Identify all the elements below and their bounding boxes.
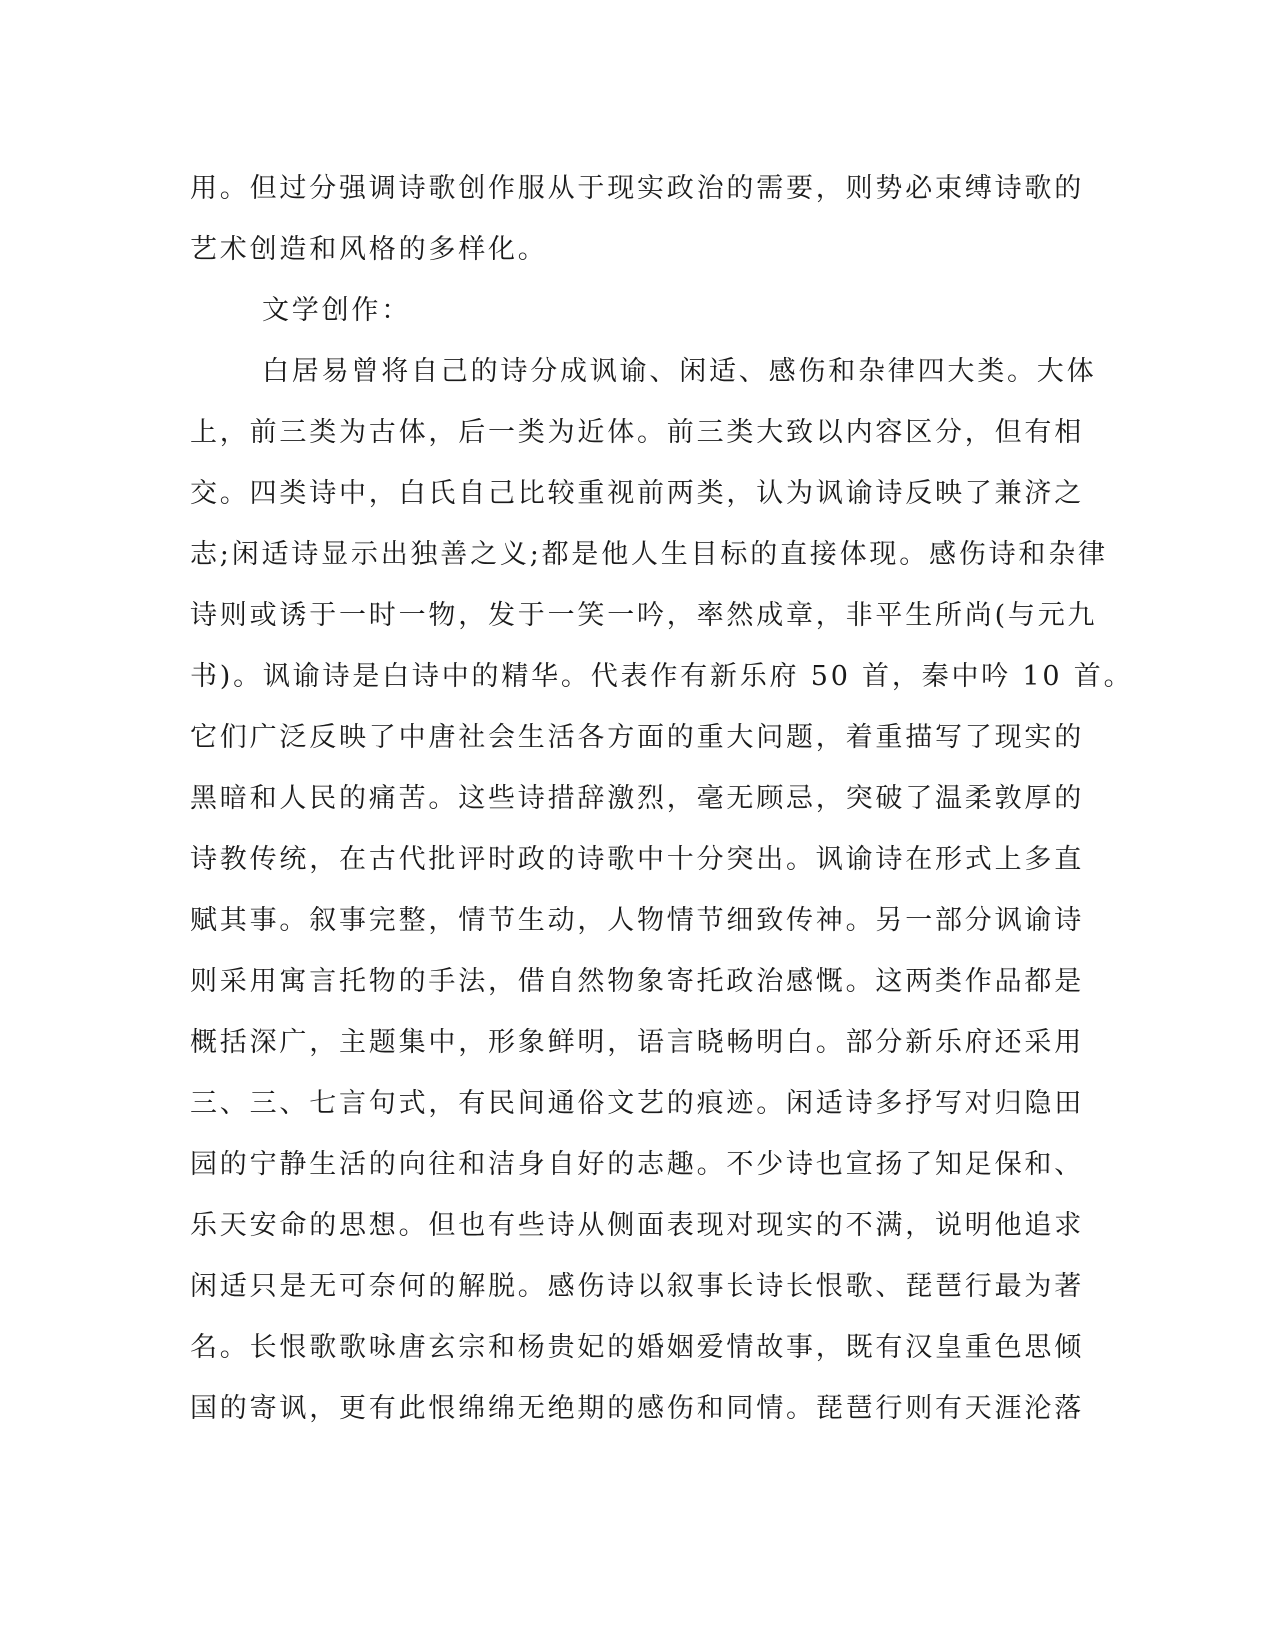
text-line: 诗教传统，在古代批评时政的诗歌中十分突出。讽谕诗在形式上多直 xyxy=(190,844,1084,875)
section-heading: 文学创作： xyxy=(262,295,411,326)
text-line: 艺术创造和风格的多样化。 xyxy=(190,234,548,265)
text-line: 诗则或诱于一时一物，发于一笑一吟，率然成章，非平生所尚(与元九 xyxy=(190,600,1098,631)
paragraph-first-line: 白居易曾将自己的诗分成讽谕、闲适、感伤和杂律四大类。大体 xyxy=(262,356,1097,387)
text-line: 园的宁静生活的向往和洁身自好的志趣。不少诗也宣扬了知足保和、 xyxy=(190,1149,1084,1180)
text-line: 概括深广，主题集中，形象鲜明，语言晓畅明白。部分新乐府还采用 xyxy=(190,1027,1084,1058)
text-line: 则采用寓言托物的手法，借自然物象寄托政治感慨。这两类作品都是 xyxy=(190,966,1084,997)
text-line: 国的寄讽，更有此恨绵绵无绝期的感伤和同情。琵琶行则有天涯沦落 xyxy=(190,1393,1084,1424)
document-body xyxy=(190,158,1134,1439)
text-line: 三、三、七言句式，有民间通俗文艺的痕迹。闲适诗多抒写对归隐田 xyxy=(190,1088,1084,1119)
text-line: 赋其事。叙事完整，情节生动，人物情节细致传神。另一部分讽谕诗 xyxy=(190,905,1084,936)
text-line: 闲适只是无可奈何的解脱。感伤诗以叙事长诗长恨歌、琵琶行最为著 xyxy=(190,1271,1084,1302)
text-line: 它们广泛反映了中唐社会生活各方面的重大问题，着重描写了现实的 xyxy=(190,722,1084,753)
text-line: 志;闲适诗显示出独善之义;都是他人生目标的直接体现。感伤诗和杂律 xyxy=(190,539,1108,570)
text-line: 黑暗和人民的痛苦。这些诗措辞激烈，毫无顾忌，突破了温柔敦厚的 xyxy=(190,783,1084,814)
text-line: 交。四类诗中，白氏自己比较重视前两类，认为讽谕诗反映了兼济之 xyxy=(190,478,1084,509)
text-line: 乐天安命的思想。但也有些诗从侧面表现对现实的不满，说明他追求 xyxy=(190,1210,1084,1241)
text-line: 名。长恨歌歌咏唐玄宗和杨贵妃的婚姻爱情故事，既有汉皇重色思倾 xyxy=(190,1332,1084,1363)
text-line: 书)。讽谕诗是白诗中的精华。代表作有新乐府 50 首，秦中吟 10 首。 xyxy=(190,661,1134,692)
text-line: 用。但过分强调诗歌创作服从于现实政治的需要，则势必束缚诗歌的 xyxy=(190,173,1084,204)
text-line: 上，前三类为古体，后一类为近体。前三类大致以内容区分，但有相 xyxy=(190,417,1084,448)
